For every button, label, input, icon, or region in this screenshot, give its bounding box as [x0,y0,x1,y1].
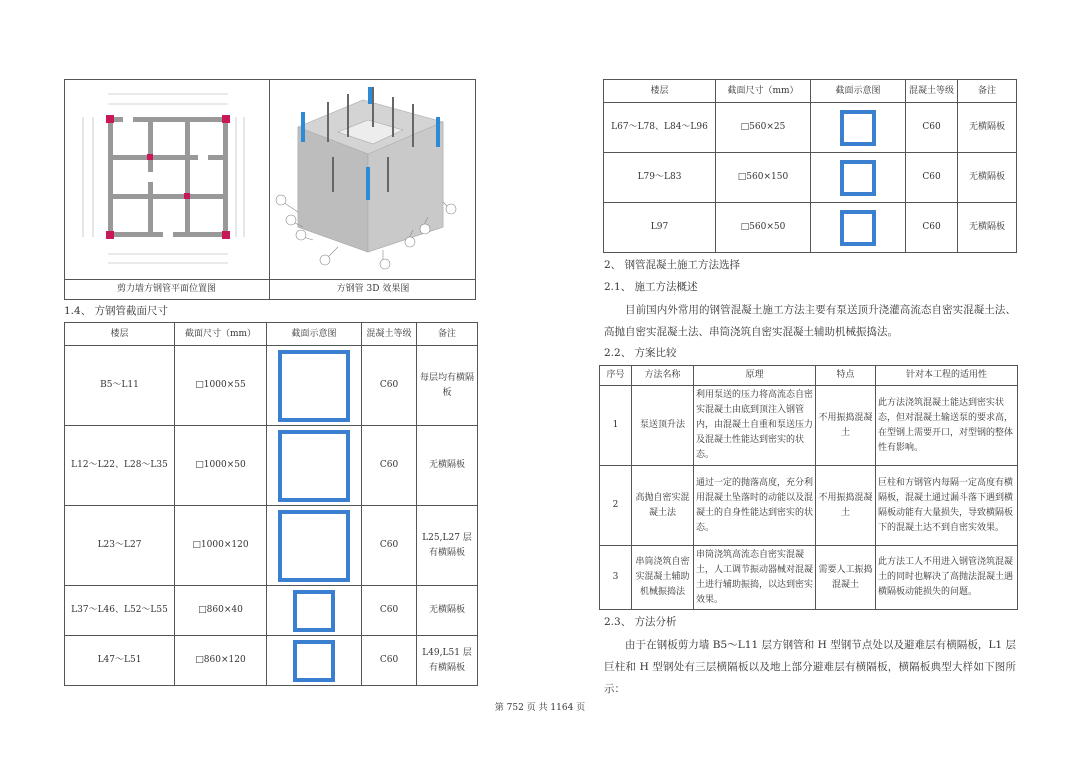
floor-cell: B5～L11 [65,346,175,426]
grade-cell: C60 [362,426,417,506]
note-cell: 无横隔板 [958,203,1017,253]
no-cell: 1 [600,386,632,466]
steel-tube-3d-drawing [273,82,473,276]
paragraph-2-3: 由于在钢板剪力墙 B5～L11 层方钢管和 H 型钢节点处以及避难层有横隔板，L1 层巨柱和 H 型钢处有三层横隔板以及地上部分避难层有横隔板，横隔板典型大样如下图所示： [604,639,1016,695]
table-row [600,546,1018,610]
col-header: 备注 [958,80,1017,103]
col-header: 原理 [694,366,816,386]
grade-cell: C60 [362,586,417,636]
col-header: 混凝土等级 [362,323,417,346]
square-section-icon [278,350,350,422]
plan-drawing [68,82,266,276]
grade-cell: C60 [362,636,417,686]
square-section-icon [293,590,335,632]
col-header: 针对本工程的适用性 [876,366,1018,386]
grade-cell: C60 [906,103,958,153]
section-icon-cell [267,426,362,506]
table-row [604,103,1017,153]
figure-caption-right: 方钢管 3D 效果图 [336,284,410,294]
name-cell: 串筒浇筑自密实混凝土辅助机械振捣法 [632,546,694,610]
col-header: 序号 [600,366,632,386]
col-header: 备注 [417,323,478,346]
name-cell: 泵送顶升法 [632,386,694,466]
table-row [65,346,478,426]
size-cell: □560×50 [716,203,811,253]
grade-cell: C60 [362,346,417,426]
floor-cell: L47～L51 [65,636,175,686]
size-cell: □1000×50 [175,426,267,506]
table-row [604,153,1017,203]
col-header: 截面示意图 [267,323,362,346]
floor-cell: L79～L83 [604,153,716,203]
method-comparison-table [599,365,1018,610]
heading-2: 2、 钢管混凝土施工方法选择 [604,259,741,271]
suitability-cell: 此方法工人不用进入钢管浇筑混凝土的同时也解决了高抛法混凝土遇横隔板动能损失的问题。 [876,546,1018,610]
note-cell: 无横隔板 [417,586,478,636]
size-cell: □1000×55 [175,346,267,426]
section-icon-cell [811,203,906,253]
col-header: 截面尺寸（mm） [175,323,267,346]
square-section-icon [293,640,335,682]
square-section-icon [840,110,876,146]
size-cell: □860×40 [175,586,267,636]
principle-cell: 利用泵送的压力将高流态自密实混凝土由底到顶注入钢管内，由混凝土自重和泵送压力及混凝土性能达到密实的状态。 [694,386,816,466]
size-cell: □1000×120 [175,506,267,586]
section-icon-cell [267,586,362,636]
table-row [600,466,1018,546]
col-header: 截面尺寸（mm） [716,80,811,103]
floor-cell: L97 [604,203,716,253]
suitability-cell: 巨柱和方钢管内每隔一定高度有横隔板，混凝土通过漏斗落下遇到横隔板动能有大量损失，导致横隔板下的混凝土达不到自密实效果。 [876,466,1018,546]
section-heading-1-4: 1.4、 方钢管截面尺寸 [64,305,169,317]
col-header: 方法名称 [632,366,694,386]
steel-tube-section-table-continued [603,79,1017,253]
figure-caption-left: 剪力墙方钢管平面位置图 [116,284,216,294]
size-cell: □560×150 [716,153,811,203]
page-footer: 第 752 页 共 1164 页 [494,703,586,713]
principle-cell: 串筒浇筑高流态自密实混凝土，人工调节振动器械对混凝土进行辅助振捣，以达到密实效果。 [694,546,816,610]
section-icon-cell [267,506,362,586]
feature-cell: 不用振捣混凝土 [816,386,876,466]
grade-cell: C60 [906,203,958,253]
note-cell: 无横隔板 [958,153,1017,203]
suitability-cell: 此方法浇筑混凝土能达到密实状态，但对混凝土输送泵的要求高，在型钢上需要开口，对型钢的整体性有影响。 [876,386,1018,466]
table-row [65,586,478,636]
size-cell: □560×25 [716,103,811,153]
table-row [65,426,478,506]
square-section-icon [840,160,876,196]
square-section-icon [278,430,350,502]
heading-2-3: 2.3、 方法分析 [604,616,677,628]
size-cell: □860×120 [175,636,267,686]
table-row [600,386,1018,466]
section-icon-cell [267,636,362,686]
figure-divider [269,79,270,300]
floor-cell: L67～L78、L84～L96 [604,103,716,153]
name-cell: 高抛自密实混凝土法 [632,466,694,546]
grade-cell: C60 [906,153,958,203]
col-header: 楼层 [604,80,716,103]
square-section-icon [840,210,876,246]
floor-cell: L37～L46、L52～L55 [65,586,175,636]
grade-cell: C60 [362,506,417,586]
note-cell: 每层均有横隔板 [417,346,478,426]
floor-cell: L23～L27 [65,506,175,586]
note-cell: 无横隔板 [958,103,1017,153]
square-section-icon [278,510,350,582]
steel-tube-section-table [64,322,478,686]
heading-2-1: 2.1、 施工方法概述 [604,281,698,293]
col-header: 截面示意图 [811,80,906,103]
no-cell: 2 [600,466,632,546]
no-cell: 3 [600,546,632,610]
floor-cell: L12～L22、L28～L35 [65,426,175,506]
table-row [604,203,1017,253]
note-cell: 无横隔板 [417,426,478,506]
note-cell: L49,L51 层有横隔板 [417,636,478,686]
col-header: 楼层 [65,323,175,346]
section-icon-cell [811,103,906,153]
paragraph-2-1: 目前国内外常用的钢管混凝土施工方法主要有泵送顶升浇灌高流态自密实混凝土法、高抛自密实混凝土法、串筒浇筑自密实混凝土辅助机械振捣法。 [604,304,1016,338]
table-row [65,506,478,586]
feature-cell: 不用振捣混凝土 [816,466,876,546]
section-icon-cell [267,346,362,426]
col-header: 特点 [816,366,876,386]
section-icon-cell [811,153,906,203]
principle-cell: 通过一定的抛落高度，充分利用混凝土坠落时的动能以及混凝土的自身性能达到密实的状态。 [694,466,816,546]
col-header: 混凝土等级 [906,80,958,103]
note-cell: L25,L27 层有横隔板 [417,506,478,586]
table-row [65,636,478,686]
heading-2-2: 2.2、 方案比较 [604,347,677,359]
feature-cell: 需要人工振捣混凝土 [816,546,876,610]
